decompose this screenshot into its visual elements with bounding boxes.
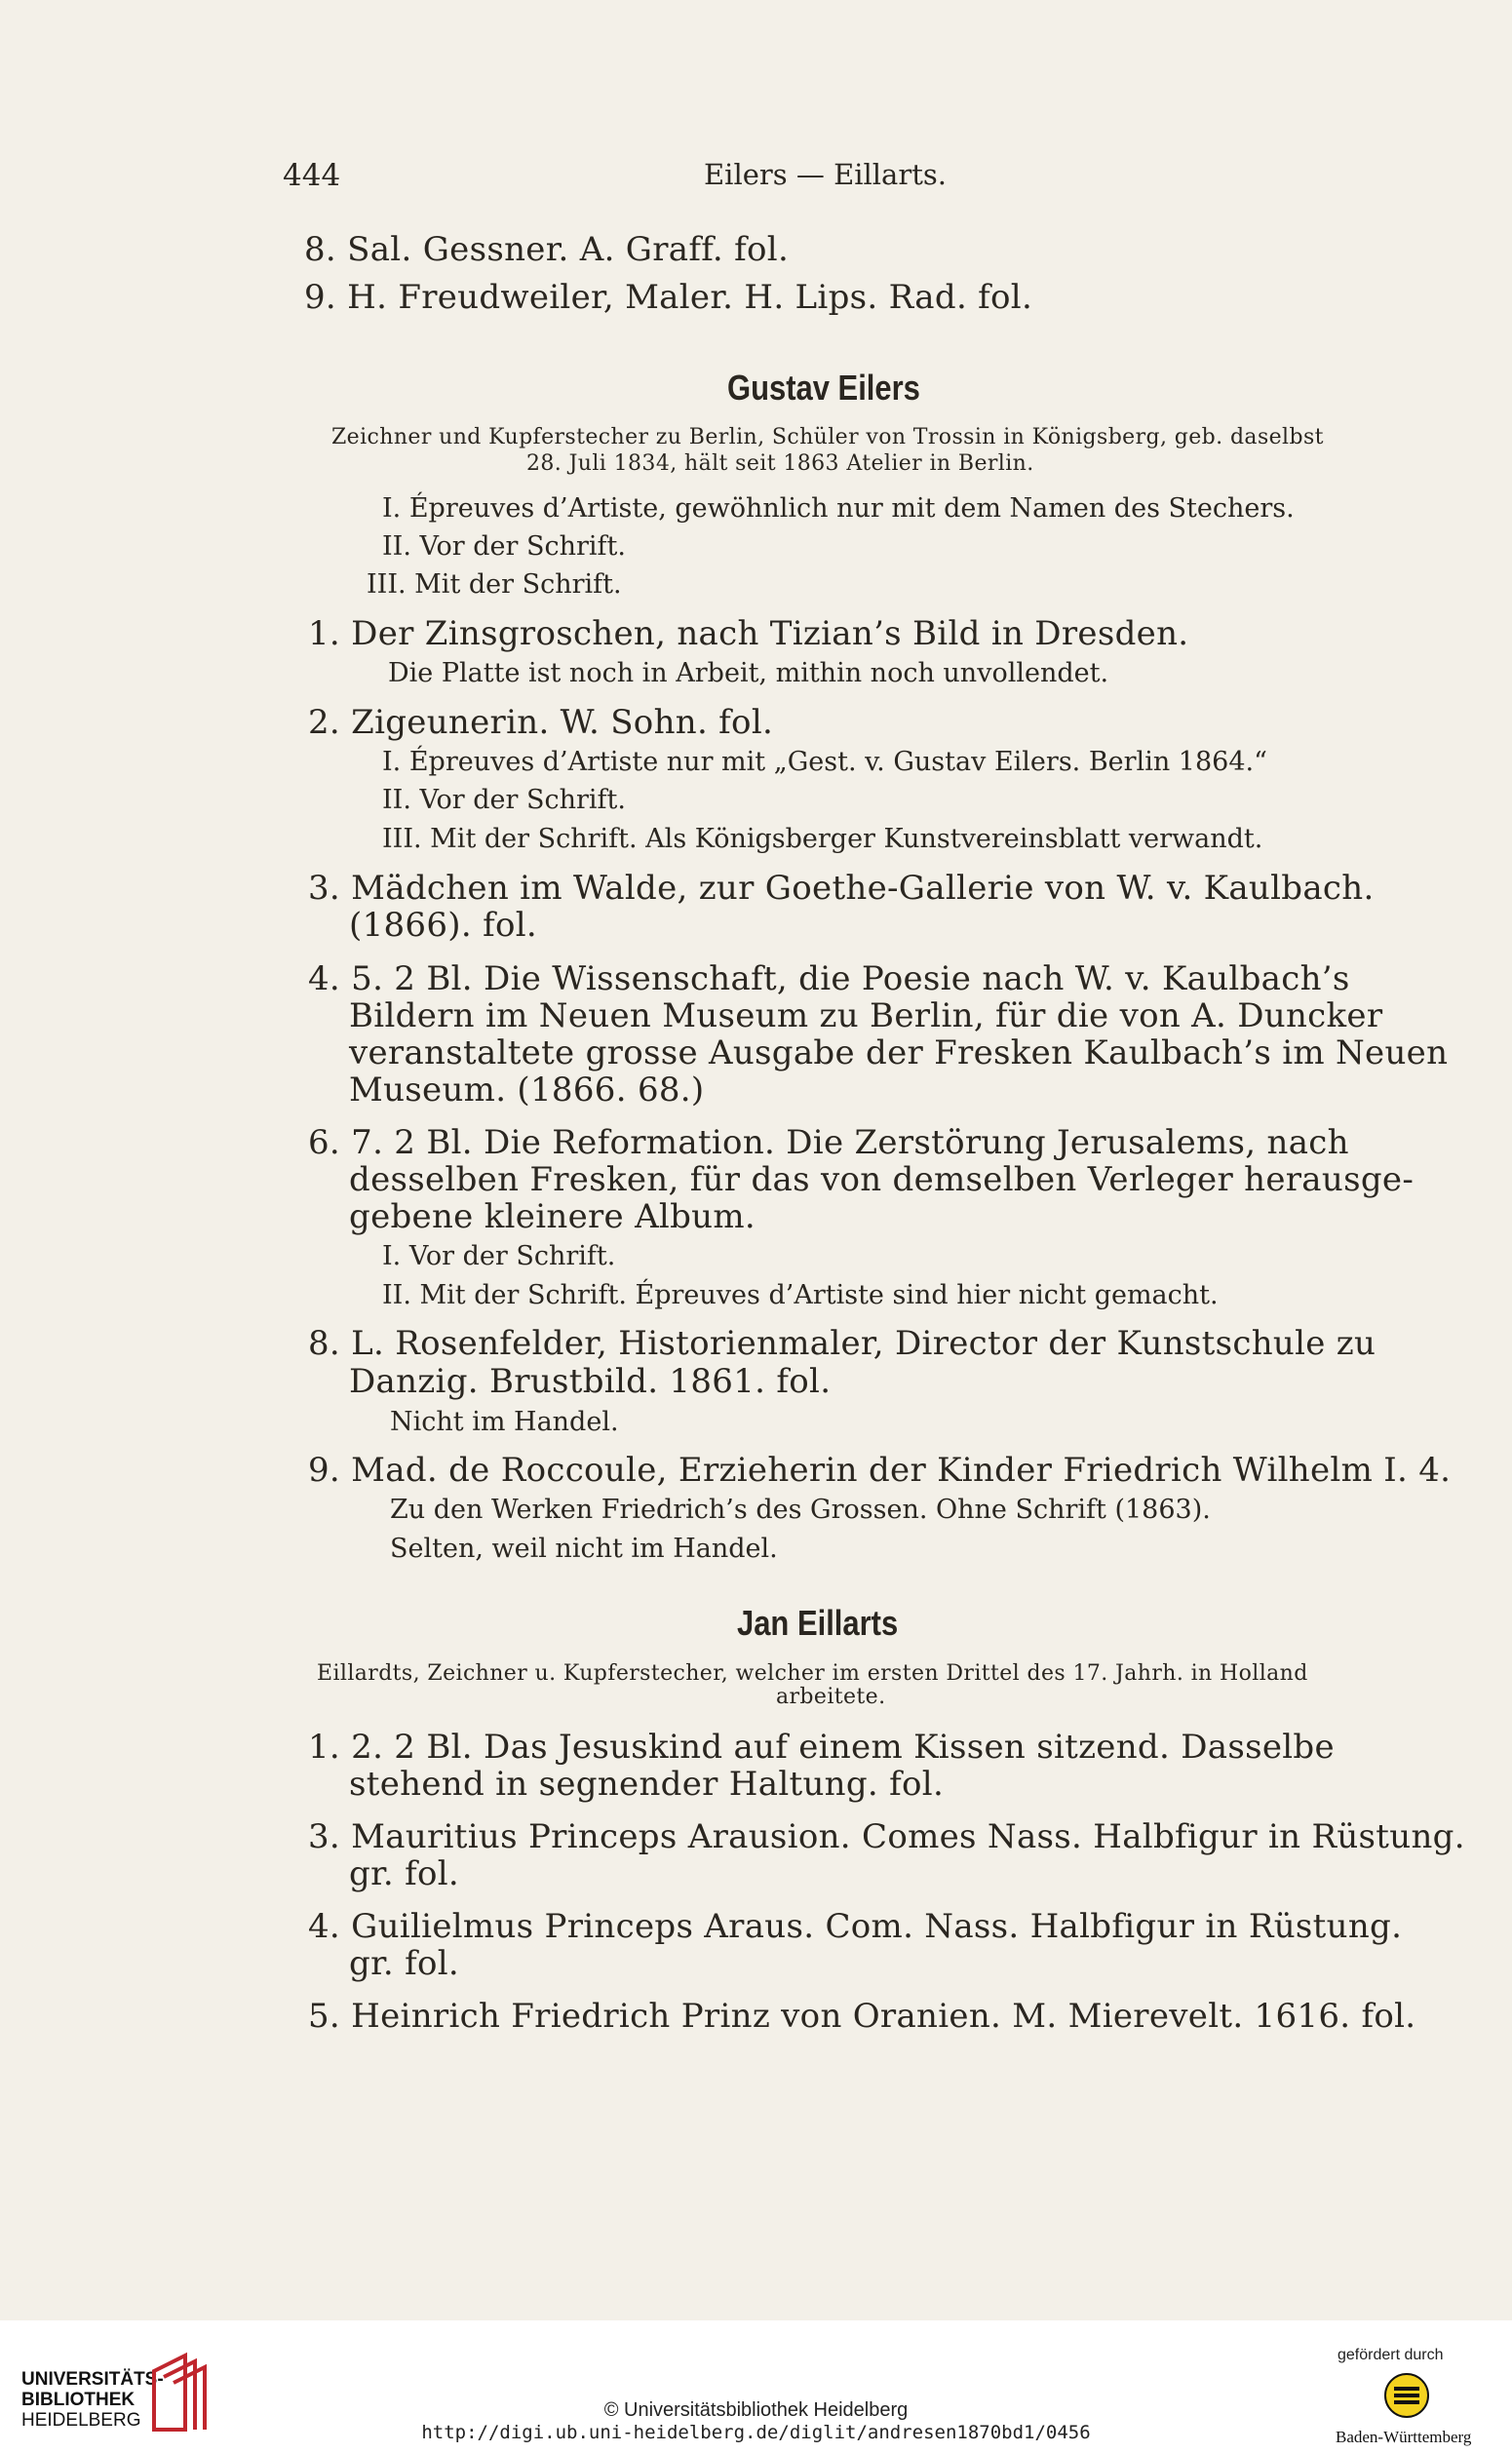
entry-line: 8. L. Rosenfelder, Historienmaler, Director der Kunstschule zu (308, 1324, 1376, 1363)
note-line: Selten, weil nicht im Handel. (390, 1534, 778, 1564)
copyright-notice: © Universitätsbibliothek Heidelberg (603, 2399, 909, 2421)
state-line: III. Mit der Schrift. Als Königsberger Kunstvereinsblatt verwandt. (382, 824, 1263, 854)
library-name-line3: HEIDELBERG (21, 2410, 141, 2431)
entry-line: Museum. (1866. 68.) (349, 1071, 705, 1110)
entry-line: stehend in segnender Haltung. fol. (349, 1765, 945, 1804)
entry-line: gebene kleinere Album. (349, 1197, 756, 1236)
entry-line: 9. H. Freudweiler, Maler. H. Lips. Rad. fol. (304, 278, 1033, 317)
entry-line: 3. Mauritius Princeps Arausion. Comes Nass. Halbfigur in Rüstung. (308, 1817, 1465, 1856)
entry-line: 9. Mad. de Roccoule, Erzieherin der Kinder Friedrich Wilhelm I. 4. (308, 1451, 1452, 1490)
entry-line: gr. fol. (349, 1944, 460, 1983)
note-line: Zu den Werken Friedrich’s des Grossen. Ohne Schrift (1863). (390, 1495, 1211, 1525)
entry-line: desselben Fresken, für das von demselben Verleger herausge- (349, 1160, 1415, 1199)
entry-line: 4. Guilielmus Princeps Araus. Com. Nass. Halbfigur in Rüstung. (308, 1907, 1403, 1946)
bio-line: 28. Juli 1834, hält seit 1863 Atelier in Berlin. (526, 451, 1034, 476)
running-title: Eilers — Eillarts. (704, 158, 947, 191)
source-url[interactable]: http://digi.ub.uni-heidelberg.de/diglit/andresen1870bd1/0456 (421, 2422, 1091, 2443)
funded-by-label: gefördert durch (1338, 2347, 1444, 2363)
state-line: I. Épreuves d’Artiste nur mit „Gest. v. Gustav Eilers. Berlin 1864.“ (382, 747, 1267, 777)
library-name-line2: BIBLIOTHEK (21, 2390, 136, 2410)
entry-line: 1. Der Zinsgroschen, nach Tizian’s Bild in Dresden. (308, 614, 1189, 653)
entry-line: 5. Heinrich Friedrich Prinz von Oranien. M. Mierevelt. 1616. fol. (308, 1997, 1416, 2036)
section-title-gustav-eilers: Gustav Eilers (727, 368, 920, 408)
section-title-jan-eillarts: Jan Eillarts (737, 1603, 899, 1643)
state-line: II. Mit der Schrift. Épreuves d’Artiste sind hier nicht gemacht. (382, 1280, 1219, 1310)
baden-wuerttemberg-emblem-icon (1382, 2371, 1431, 2420)
entry-line: (1866). fol. (349, 906, 538, 945)
entry-line: veranstaltete grosse Ausgabe der Fresken Kaulbach’s im Neuen (349, 1033, 1449, 1072)
entry-line: Danzig. Brustbild. 1861. fol. (349, 1362, 832, 1401)
entry-line: 1. 2. 2 Bl. Das Jesuskind auf einem Kissen sitzend. Dasselbe (308, 1728, 1335, 1767)
bio-line: Eillardts, Zeichner u. Kupferstecher, welcher im ersten Drittel des 17. Jahrh. in Holland (317, 1661, 1308, 1686)
state-line: I. Épreuves d’Artiste, gewöhnlich nur mit dem Namen des Stechers. (382, 493, 1295, 524)
note-line: Nicht im Handel. (390, 1407, 619, 1437)
entry-line: 2. Zigeunerin. W. Sohn. fol. (308, 703, 774, 742)
state-line: I. Vor der Schrift. (382, 1241, 616, 1271)
bio-line: Zeichner und Kupferstecher zu Berlin, Schüler von Trossin in Königsberg, geb. daselbst (331, 425, 1324, 449)
entry-line: Bildern im Neuen Museum zu Berlin, für die von A. Duncker (349, 996, 1383, 1035)
state-line: II. Vor der Schrift. (382, 531, 626, 562)
entry-line: gr. fol. (349, 1854, 460, 1893)
entry-line: 3. Mädchen im Walde, zur Goethe-Gallerie von W. v. Kaulbach. (308, 869, 1375, 908)
state-line: III. Mit der Schrift. (367, 569, 622, 600)
note-line: Die Platte ist noch in Arbeit, mithin noch unvollendet. (388, 658, 1109, 688)
entry-line: 6. 7. 2 Bl. Die Reformation. Die Zerstörung Jerusalems, nach (308, 1123, 1349, 1162)
entry-line: 4. 5. 2 Bl. Die Wissenschaft, die Poesie nach W. v. Kaulbach’s (308, 959, 1350, 998)
library-name-line1: UNIVERSITÄTS- (21, 2369, 164, 2390)
funder-name: Baden-Württemberg (1336, 2428, 1472, 2446)
bio-line: arbeitete. (776, 1685, 886, 1709)
page-number: 444 (283, 158, 341, 193)
state-line: II. Vor der Schrift. (382, 785, 626, 815)
entry-line: 8. Sal. Gessner. A. Graff. fol. (304, 230, 790, 269)
